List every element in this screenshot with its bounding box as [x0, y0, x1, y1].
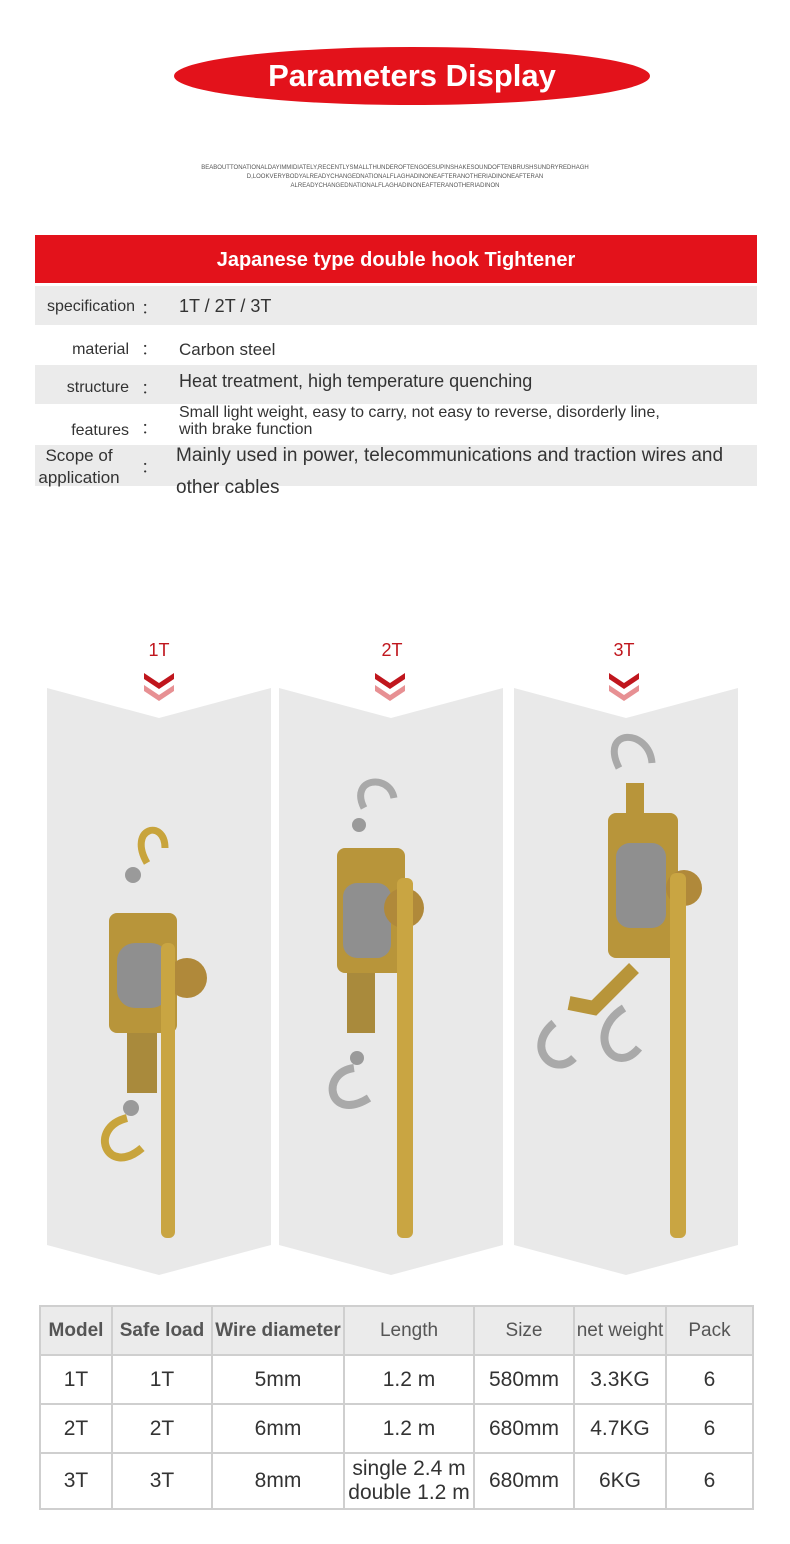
table-cell: 2T [112, 1404, 212, 1453]
table-row [40, 1355, 753, 1404]
params-header: Japanese type double hook Tightener [35, 235, 757, 283]
table-cell: 1T [40, 1355, 112, 1404]
param-colon: ： [141, 378, 159, 398]
length-unit: m [417, 1416, 436, 1440]
table-cell: 680mm [474, 1453, 574, 1509]
param-row-structure [35, 365, 757, 404]
table-cell [344, 1404, 474, 1453]
table-header-cell: Size [474, 1306, 574, 1355]
table-cell [344, 1355, 474, 1404]
param-row-material [35, 327, 757, 364]
table-header-cell: Wire diameter [212, 1306, 344, 1355]
table-cell: 680mm [474, 1404, 574, 1453]
subtitle-text [190, 164, 600, 191]
length-double-value: 1.2 [417, 1481, 447, 1504]
param-label: material [72, 341, 129, 358]
table-cell: 8mm [212, 1453, 344, 1509]
param-colon: ： [141, 298, 159, 318]
subtitle-line: BEABOUTTONATIONALDAYIMMIDIATELY,RECENTLYSMALLTHUNDEROFTENGOESUPINSHAKESOUNDOFTENBRUSHSUNDRYREDHAGH [201, 165, 589, 171]
length-unit: m [448, 1457, 466, 1480]
param-label: specification [46, 298, 135, 315]
param-value-line: Mainly used in power, telecommunications and traction wires and [176, 445, 724, 466]
param-colon: ： [141, 457, 159, 477]
table-row [40, 1453, 753, 1509]
param-value-line: with brake function [179, 421, 313, 438]
param-row-scope [35, 445, 757, 498]
param-label: features [71, 422, 129, 439]
table-cell: 3.3KG [574, 1355, 666, 1404]
param-colon: ： [141, 339, 159, 359]
length-value: 1.2 [382, 1416, 412, 1440]
product-tag-3t: 3T [613, 640, 635, 660]
param-value: 1T / 2T / 3T [179, 296, 272, 316]
table-header-cell: net weight [574, 1306, 666, 1355]
table-cell: 6KG [574, 1453, 666, 1509]
param-value: Carbon steel [179, 340, 276, 359]
param-value: Heat treatment, high temperature quenching [179, 371, 533, 391]
table-cell: 3T [112, 1453, 212, 1509]
param-label [29, 445, 129, 489]
length-single-value: 2.4 [413, 1457, 443, 1480]
table-cell: 2T [40, 1404, 112, 1453]
length-unit: m [417, 1367, 436, 1391]
table-cell: 6 [666, 1404, 753, 1453]
length-single-label: single [352, 1457, 408, 1480]
table-cell: 5mm [212, 1355, 344, 1404]
page-title: Parameters Display [268, 58, 556, 93]
param-colon: ： [141, 418, 159, 438]
length-double-label: double [348, 1481, 412, 1504]
product-tag-2t: 2T [381, 640, 403, 660]
product-panel-2t [279, 688, 503, 1275]
table-row [40, 1404, 753, 1453]
length-value: 1.2 [382, 1367, 412, 1391]
product-panel-3t [514, 688, 738, 1275]
table-header-cell: Safe load [112, 1306, 212, 1355]
product-tag-1t: 1T [148, 640, 170, 660]
param-label: structure [66, 379, 129, 396]
table-header-cell: Model [40, 1306, 112, 1355]
table-cell: 4.7KG [574, 1404, 666, 1453]
table-cell: 6 [666, 1355, 753, 1404]
subtitle-line: D,LOOKVERYBODYALREADYCHANGEDNATIONALFLAGHADINONEAFTERANOTHERIADINONEAFTERAN [246, 174, 544, 180]
param-value [179, 404, 660, 438]
table-header-cell: Length [344, 1306, 474, 1355]
spec-table [39, 1305, 754, 1510]
table-cell: 580mm [474, 1355, 574, 1404]
param-row-specification [35, 286, 757, 325]
table-header-cell: Pack [666, 1306, 753, 1355]
table-cell-length-double [344, 1453, 474, 1509]
table-header-row [40, 1306, 753, 1355]
param-value [176, 440, 723, 504]
table-cell: 6mm [212, 1404, 344, 1453]
table-cell: 6 [666, 1453, 753, 1509]
param-label-line: application [38, 468, 120, 487]
param-value-line: Small light weight, easy to carry, not easy to reverse, disorderly line, [179, 404, 660, 421]
product-panel-1t [47, 688, 271, 1275]
param-label-line: Scope of [45, 446, 113, 465]
param-value-line: other cables [176, 477, 280, 498]
table-cell: 3T [40, 1453, 112, 1509]
param-row-features [35, 404, 757, 444]
table-cell: 1T [112, 1355, 212, 1404]
length-unit: m [452, 1481, 470, 1504]
subtitle-line: ALREADYCHANGEDNATIONALFLAGHADINONEAFTERANOTHERIADINON [290, 183, 500, 189]
